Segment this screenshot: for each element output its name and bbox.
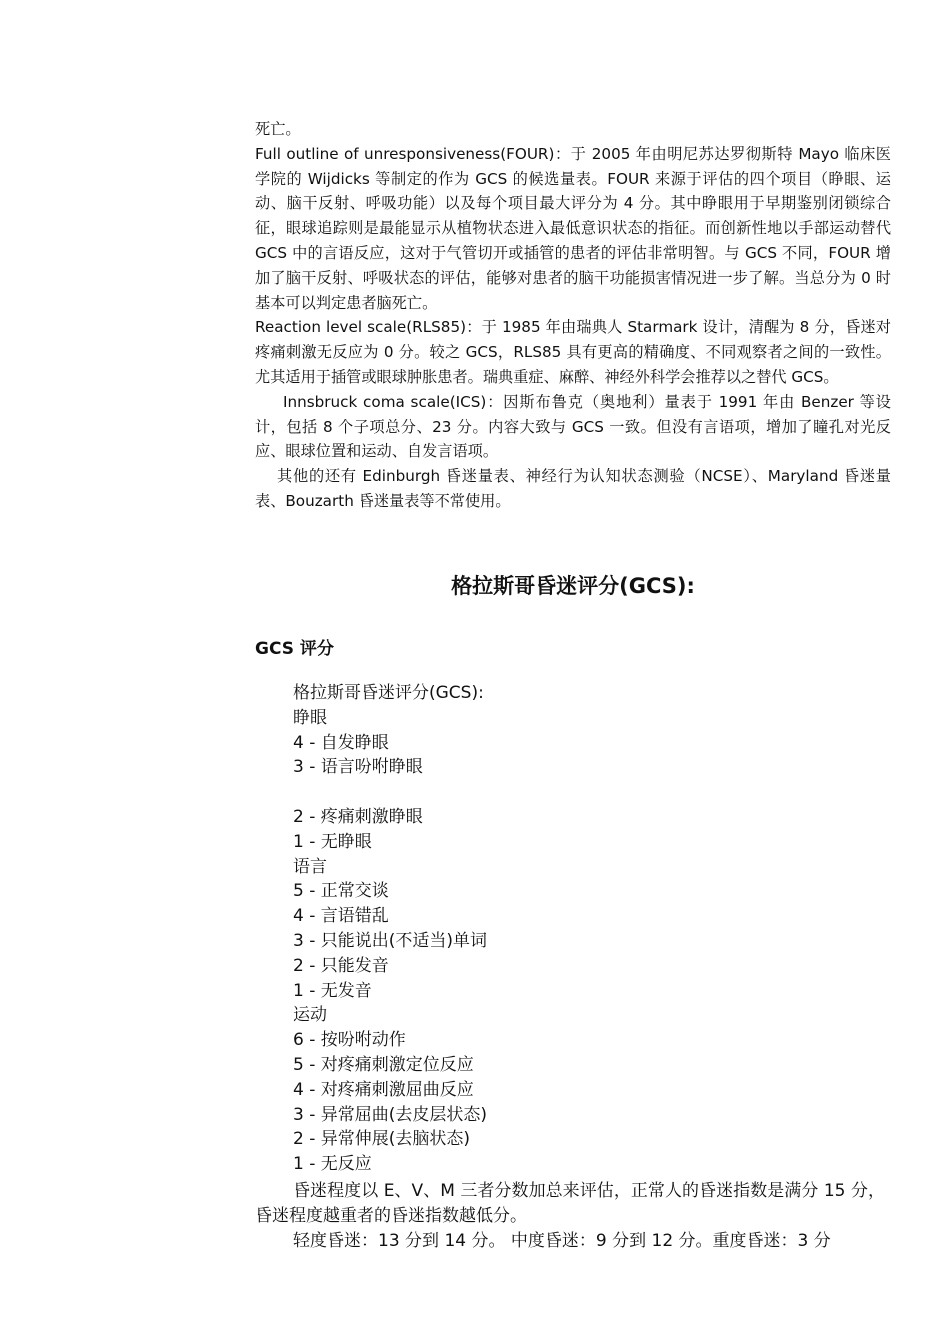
blank-line [293, 780, 487, 805]
paragraph-ics: Innsbruck coma scale(ICS)：因斯布鲁克（奥地利）量表于 1991 年由 Benzer 等设计，包括 8 个子项总分、23 分。内容大致与 GCS 一致。但没有言语项，增加了瞳孔对光反应、眼球位置和运动、自发言语项。 [255, 392, 891, 461]
intro-text-block [255, 117, 891, 514]
paragraph-other-scales: 其他的还有 Edinburgh 昏迷量表、神经行为认知状态测验（NCSE）、Maryland 昏迷量表、Bouzarth 昏迷量表等不常使用。 [255, 467, 891, 510]
list-heading: 格拉斯哥昏迷评分(GCS): [293, 683, 484, 703]
list-item: 1 - 无反应 [293, 1154, 372, 1175]
category-eye: 睁眼 [293, 707, 327, 728]
category-motor: 运动 [293, 1005, 327, 1026]
list-item: 2 - 异常伸展(去脑状态) [293, 1129, 471, 1150]
paragraph-four-scale: Full outline of unresponsiveness(FOUR)：于 2005 年由明尼苏达罗彻斯特 Mayo 临床医学院的 Wijdicks 等制定的作为 GCS 的候选量表。FOUR 来源于评估的四个项目（睁眼、运动、脑干反射、呼吸功能）以及每个项目最大评分为 4 分。其中睁眼用于早期鉴别闭锁综合征，眼球追踪则是最能显示从植物状态进入最低意识状态的指征。而创新性地以手部运动替代 GCS 中的言语反应，这对于气管切开或插管的患者的评估非常明智。与 GCS 不同，FOUR 增加了脑干反射、呼吸状态的评估，能够对患者的脑干功能损害情况进一步了解。当总分为 0 时基本可以判定患者脑死亡。 [255, 144, 891, 312]
summary-paragraph: 昏迷程度以 E、V、M 三者分数加总来评估，正常人的昏迷指数是满分 15 分，昏迷程度越重者的昏迷指数越低分。 [255, 1181, 885, 1226]
list-item: 3 - 只能说出(不适当)单词 [293, 930, 488, 951]
list-item: 2 - 疼痛刺激睁眼 [293, 806, 423, 827]
severity-paragraph: 轻度昏迷：13 分到 14 分。 中度昏迷：9 分到 12 分。重度昏迷：3 分 [293, 1231, 831, 1251]
list-item: 4 - 自发睁眼 [293, 732, 389, 753]
list-item: 3 - 异常屈曲(去皮层状态) [293, 1104, 488, 1125]
list-item: 4 - 对疼痛刺激屈曲反应 [293, 1079, 474, 1100]
list-item: 1 - 无发音 [293, 980, 372, 1001]
list-item: 6 - 按吩咐动作 [293, 1030, 406, 1051]
paragraph-death: 死亡。 [255, 120, 301, 138]
section-subheading: GCS 评分 [255, 639, 334, 659]
list-item: 5 - 对疼痛刺激定位反应 [293, 1054, 474, 1075]
paragraph-rls85: Reaction level scale(RLS85)：于 1985 年由瑞典人 Starmark 设计，清醒为 8 分，昏迷对疼痛刺激无反应为 0 分。较之 GCS，RLS85 具有更高的精确度、不同观察者之间的一致性。尤其适用于插管或眼球肿胀患者。瑞典重症、麻醉、神经外科学会推荐以之替代 GCS。 [255, 318, 891, 386]
category-verbal: 语言 [293, 856, 327, 877]
list-item: 1 - 无睁眼 [293, 831, 372, 852]
list-item: 4 - 言语错乱 [293, 906, 389, 927]
list-item: 2 - 只能发音 [293, 955, 389, 976]
gcs-score-list [293, 681, 487, 1177]
list-item: 3 - 语言吩咐睁眼 [293, 757, 423, 778]
list-item: 5 - 正常交谈 [293, 881, 389, 902]
summary-text-block [255, 1179, 885, 1254]
section-title: 格拉斯哥昏迷评分(GCS): [451, 574, 695, 598]
